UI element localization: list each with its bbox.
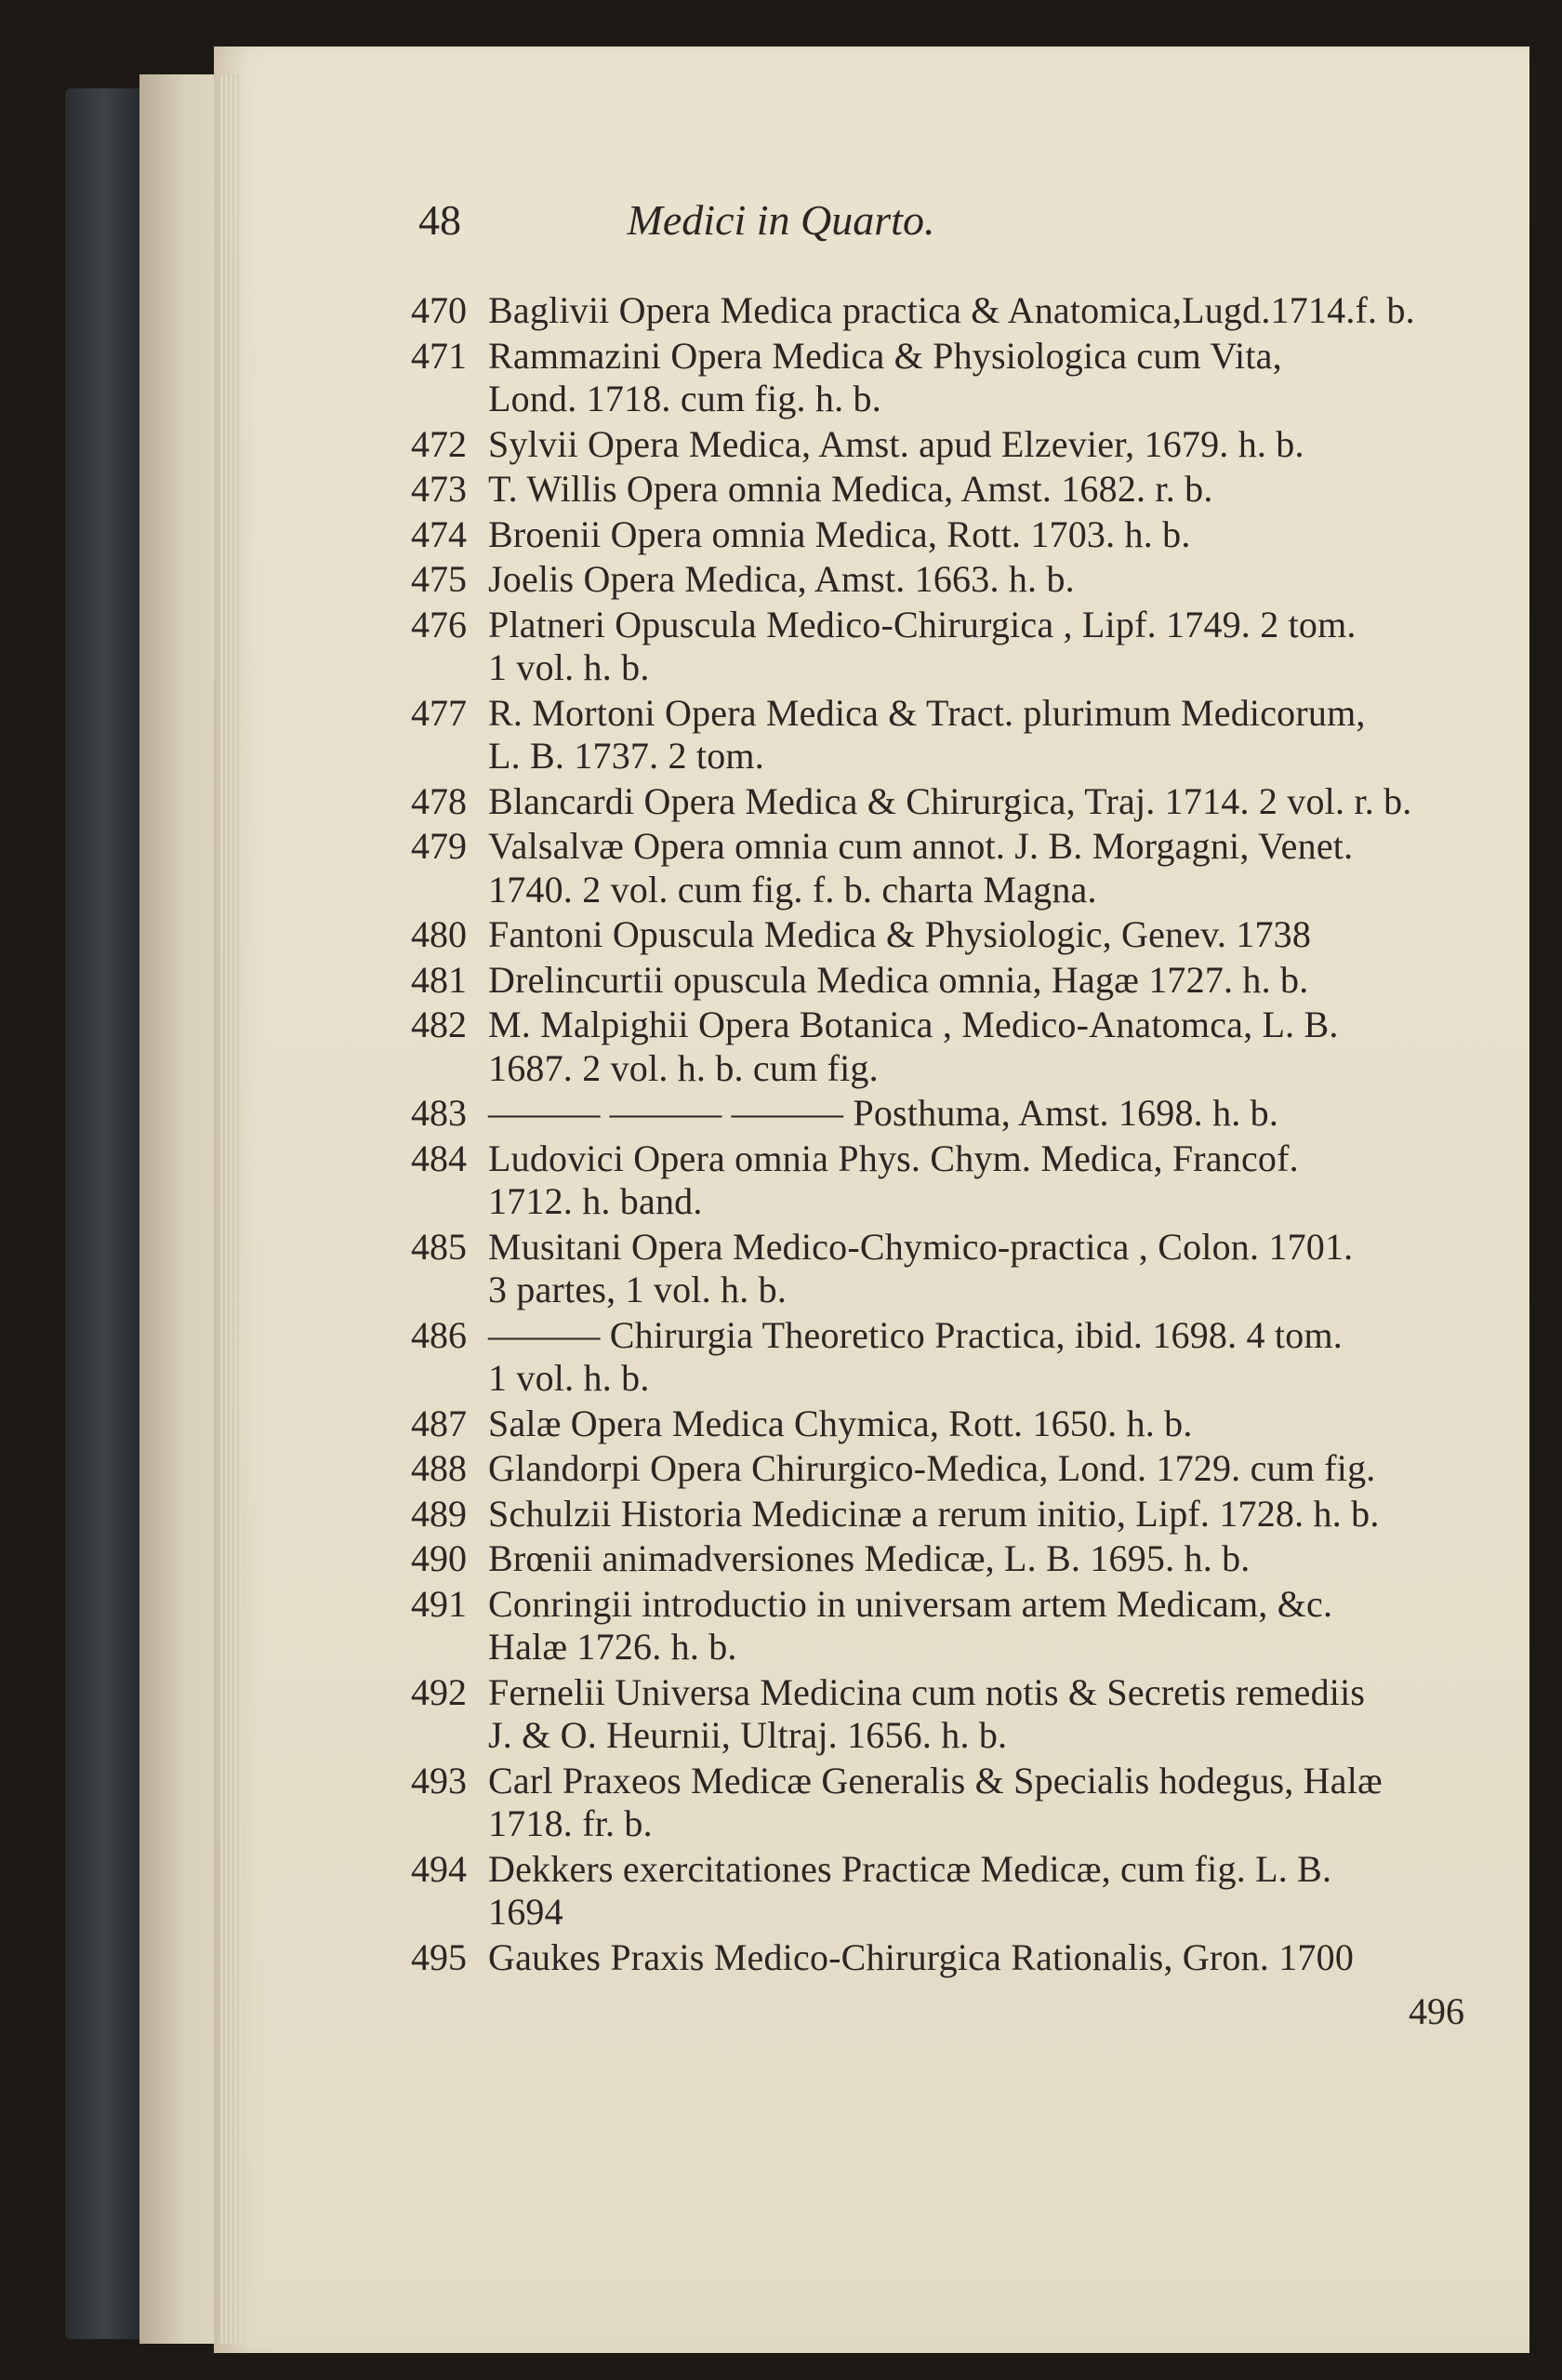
entry-text-line: Fantoni Opuscula Medica & Physiologic, Genev. 1738 [488,913,1312,955]
entry-text-line: R. Mortoni Opera Medica & Tract. plurimum Medicorum, [488,691,1366,734]
entry-text-line: Joelis Opera Medica, Amst. 1663. h. b. [488,558,1075,600]
entry-text-line: L. B. 1737. 2 tom. [488,735,764,777]
entry-text-line: 1 vol. h. b. [488,646,650,688]
entry-text-line: 1687. 2 vol. h. b. cum fig. [488,1046,879,1089]
entry-text-line: Halæ 1726. h. b. [488,1626,737,1668]
entry-number: 489 [411,1492,467,1535]
entry-number: 471 [411,334,467,377]
entry-text-line: Platneri Opuscula Medico-Chirurgica , Lipf. 1749. 2 tom. [488,603,1357,645]
entry-text-line: ——— Chirurgia Theoretico Practica, ibid. 1698. 4 tom. [488,1313,1343,1356]
entry-text-line: Blancardi Opera Medica & Chirurgica, Traj. 1714. 2 vol. r. b. [488,779,1412,822]
entry-number: 474 [411,512,467,555]
entry-number: 482 [411,1004,467,1045]
entry-text-line: Valsalvæ Opera omnia cum annot. J. B. Morgagni, Venet. [488,825,1354,867]
entry-number: 481 [411,958,467,1001]
entry-number: 487 [411,1402,467,1444]
entry-number: 485 [411,1225,467,1268]
entry-text-line: Drelincurtii opuscula Medica omnia, Hagæ 1727. h. b. [488,958,1309,1001]
entry-number: 490 [411,1537,467,1579]
running-title: Medici in Quarto. [627,196,935,244]
entry-text-line: Rammazini Opera Medica & Physiologica cum Vita, [488,334,1282,377]
entry-text-line: Fernelii Universa Medicina cum notis & Secretis remediis [488,1670,1366,1713]
entry-text-line: Carl Praxeos Medicæ Generalis & Specialis hodegus, Halæ [488,1759,1383,1802]
entry-number: 476 [411,603,467,645]
entry-text-line: Schulzii Historia Medicinæ a rerum initio, Lipf. 1728. h. b. [488,1492,1380,1535]
entry-number: 483 [411,1092,467,1134]
entry-text-line: Baglivii Opera Medica practica & Anatomica,Lugd.1714.f. b. [488,289,1415,331]
entry-text-line: Salæ Opera Medica Chymica, Rott. 1650. h. b. [488,1402,1193,1444]
entry-text-line: Sylvii Opera Medica, Amst. apud Elzevier, 1679. h. b. [488,422,1304,465]
entry-number: 495 [411,1935,467,1978]
entry-text-line: Broenii Opera omnia Medica, Rott. 1703. h. b. [488,512,1191,555]
entry-number: 484 [411,1137,467,1179]
entry-number: 478 [411,779,467,822]
page-edges [218,74,242,2344]
entry-text-line: Glandorpi Opera Chirurgico-Medica, Lond. 1729. cum fig. [488,1447,1376,1489]
entry-text-line: Lond. 1718. cum fig. h. b. [488,378,881,419]
entry-text-line: 1694 [488,1891,563,1933]
entry-text-line: 1740. 2 vol. cum fig. f. b. charta Magna. [488,868,1097,911]
entry-number: 479 [411,825,467,867]
entry-number: 493 [411,1759,467,1802]
entry-number: 480 [411,913,467,955]
entry-number: 492 [411,1670,467,1713]
entry-text-line: T. Willis Opera omnia Medica, Amst. 1682. r. b. [488,468,1213,510]
entry-number: 488 [411,1447,467,1489]
entry-text-line: Gaukes Praxis Medico-Chirurgica Rationalis, Gron. 1700 [488,1935,1355,1978]
entry-text-line: Dekkers exercitationes Practicæ Medicæ, cum fig. L. B. [488,1847,1332,1890]
entry-text-line: 1718. fr. b. [488,1802,653,1844]
page-number: 48 [418,196,461,244]
entry-text-line: Conringii introductio in universam artem Medicam, &c. [488,1582,1333,1625]
book-binding [65,88,149,2339]
entry-text-line: 3 partes, 1 vol. h. b. [488,1269,788,1310]
entry-number: 494 [411,1847,467,1890]
entry-text-line: 1712. h. band. [488,1180,703,1222]
entry-number: 491 [411,1582,467,1625]
entry-text-line: 1 vol. h. b. [488,1357,650,1399]
entry-text-line: ——— ——— ——— Posthuma, Amst. 1698. h. b. [488,1092,1279,1134]
entry-text-line: Musitani Opera Medico-Chymico-practica , Colon. 1701. [488,1225,1354,1268]
entry-number: 486 [411,1313,467,1356]
entry-number: 473 [411,468,467,510]
entry-text-line: Brœnii animadversiones Medicæ, L. B. 1695. h. b. [488,1537,1251,1579]
entry-number: 470 [411,289,467,331]
entry-number: 472 [411,422,467,465]
entry-number: 475 [411,558,467,600]
catchword: 496 [1409,1990,1464,2032]
entry-text-line: J. & O. Heurnii, Ultraj. 1656. h. b. [488,1714,1008,1756]
entry-text-line: M. Malpighii Opera Botanica , Medico-Anatomca, L. B. [488,1004,1339,1045]
entry-text-line: Ludovici Opera omnia Phys. Chym. Medica, Francof. [488,1137,1299,1179]
entry-number: 477 [411,691,467,734]
